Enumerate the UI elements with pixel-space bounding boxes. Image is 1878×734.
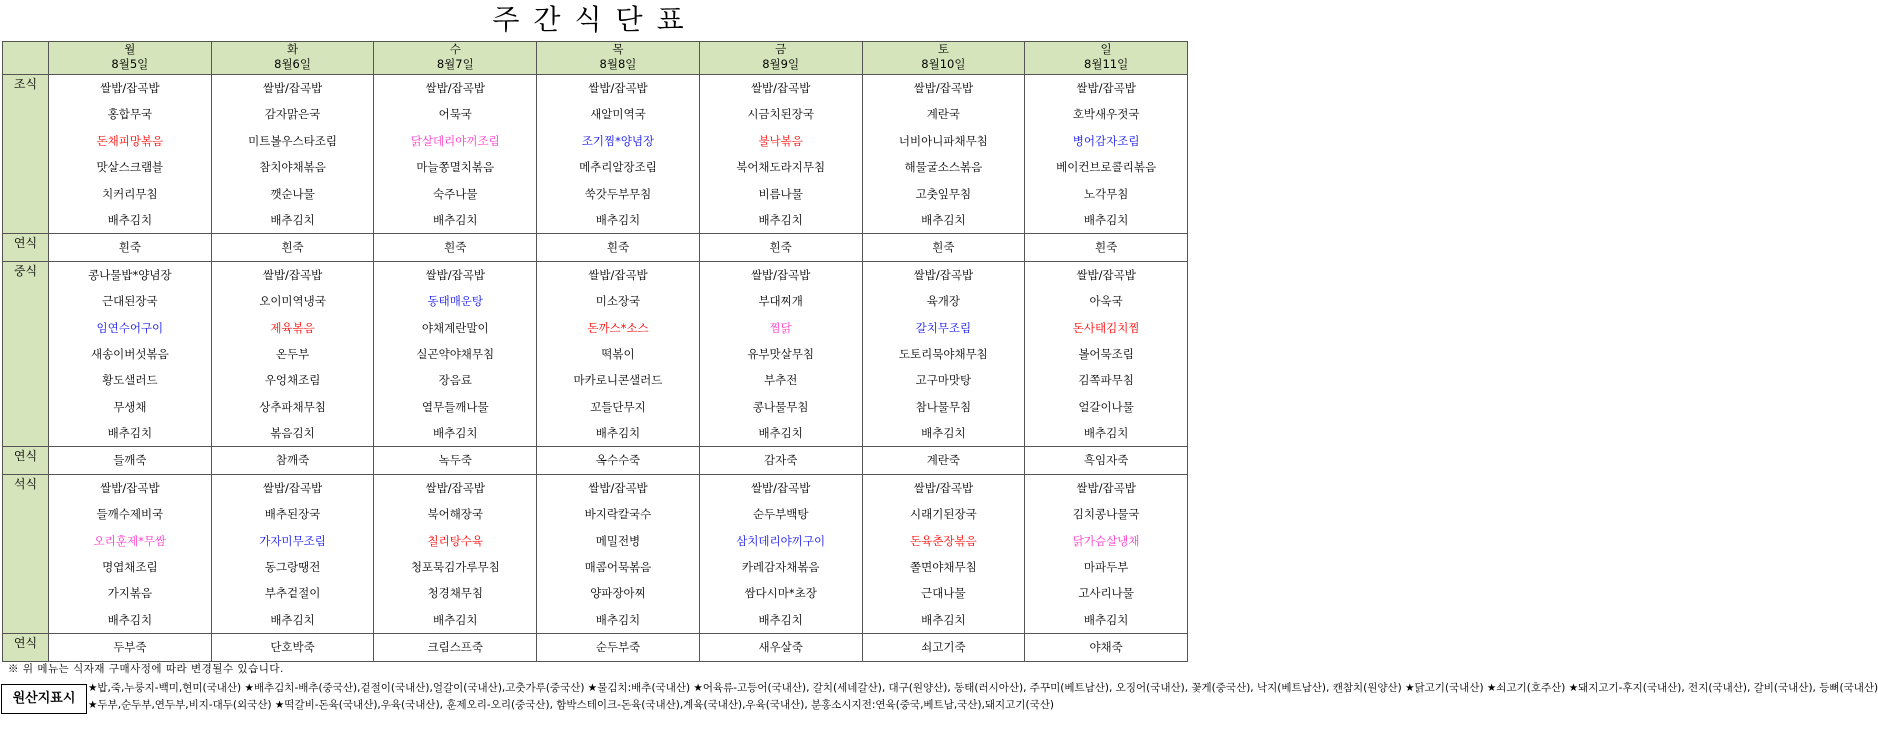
menu-item: 고춧잎무침	[915, 186, 972, 201]
menu-item: 쌀밥/잡곡밥	[262, 81, 323, 95]
menu-cell	[211, 75, 374, 234]
menu-item: 흰죽	[932, 240, 955, 255]
menu-item: 쌀밥/잡곡밥	[425, 480, 485, 495]
menu-item: 참치야채볶음	[259, 160, 326, 175]
menu-item: 장음료	[438, 373, 472, 388]
menu-item: 쌀밥/잡곡밥	[913, 81, 974, 95]
origin-info	[88, 680, 1878, 713]
menu-item: 열무들깨나물	[421, 399, 489, 414]
menu-cell	[374, 261, 537, 447]
menu-item: 오이미역냉국	[259, 294, 326, 309]
menu-item: 북어채도라지무침	[736, 160, 826, 175]
menu-cell	[49, 474, 212, 633]
menu-cell	[862, 634, 1025, 661]
day-date: 8월9일	[762, 57, 800, 71]
menu-item: 제육볶음	[270, 320, 315, 335]
menu-item: 근대된장국	[102, 294, 158, 309]
menu-item: 해물굴소스볶음	[904, 160, 983, 175]
menu-item: 청포묵김가루무침	[410, 560, 500, 575]
menu-item: 육개장	[926, 294, 961, 309]
menu-item: 새알미역국	[590, 107, 646, 122]
menu-item: 마늘쫑멸치볶음	[416, 160, 495, 175]
menu-item: 도토리묵야채무침	[898, 346, 988, 361]
menu-item: 녹두죽	[438, 453, 472, 468]
menu-cell	[699, 261, 862, 447]
menu-cell	[699, 234, 862, 261]
menu-item: 황도샐러드	[102, 373, 158, 388]
menu-item: 배추김치	[758, 212, 803, 227]
origin-label: 원산지표시	[1, 684, 87, 714]
menu-item: 쌀밥/잡곡밥	[588, 267, 648, 282]
menu-item: 미트볼우스타조림	[248, 133, 337, 148]
menu-item: 새우살죽	[758, 640, 803, 655]
menu-cell	[1025, 75, 1188, 234]
menu-item: 흰죽	[769, 240, 792, 255]
menu-item: 단호박죽	[270, 640, 315, 655]
menu-item: 배추김치	[270, 212, 315, 227]
menu-cell	[211, 634, 374, 661]
meal-row-dinner	[3, 474, 1188, 633]
menu-cell	[699, 75, 862, 234]
menu-item: 시금치된장국	[747, 107, 814, 122]
menu-item: 새송이버섯볶음	[90, 346, 169, 361]
menu-cell	[49, 261, 212, 447]
menu-item: 마파두부	[1083, 560, 1129, 575]
menu-item: 배추김치	[921, 612, 966, 627]
menu-item: 크림스프죽	[427, 640, 484, 655]
menu-item: 숙주나물	[433, 186, 478, 201]
menu-item: 닭살데리야끼조림	[410, 133, 500, 148]
menu-item: 부대찌개	[758, 294, 803, 309]
menu-item: 홍합무국	[107, 107, 153, 122]
menu-item: 어묵국	[438, 107, 472, 122]
menu-item: 깻순나물	[270, 186, 315, 201]
meal-row-lunch	[3, 261, 1188, 447]
menu-item: 상추파채무침	[259, 399, 326, 414]
menu-cell	[211, 261, 374, 447]
day-name: 일	[1100, 42, 1112, 56]
menu-item: 돈까스*소스	[587, 320, 649, 335]
menu-item: 무생채	[113, 399, 147, 414]
menu-item: 배추김치	[433, 212, 478, 227]
menu-item: 야채죽	[1089, 640, 1123, 655]
origin-line: ★밥,죽,누룽지-백미,현미(국내산) ★배추김치-배추(중국산),겉절이(국내산),얼갈이(국내산),고춧가루(중국산) ★물김치:배추(국내산) ★어육류-고등어(국내산), 갈치(세네갈산), 대구(원양산), 동태(러시아산), 주꾸미(베트남산), 오징어(국내산), 꽃게(중국산), 낙지(베트남산), 캔참치(원양산) ★닭고기(국내산) ★쇠고기(호주산) ★돼지고기-후지(국내산), 전지(국내산), 갈비(국내산), 등뼈(국내산)	[88, 682, 1878, 694]
menu-item: 쌀밥/잡곡밥	[100, 81, 160, 95]
menu-cell	[862, 75, 1025, 234]
menu-item: 마카로니콘샐러드	[573, 373, 663, 388]
menu-cell	[374, 634, 537, 661]
meal-row-snack1	[3, 234, 1188, 261]
menu-item: 배추된장국	[264, 507, 321, 522]
menu-item: 칠리탕수육	[427, 533, 484, 548]
day-header	[374, 42, 537, 75]
menu-item: 콩나물무침	[752, 399, 809, 414]
menu-cell	[1025, 447, 1188, 474]
menu-item: 쌈다시마*초장	[744, 586, 817, 601]
page-title: 주간식단표	[492, 3, 698, 36]
menu-item: 쇠고기죽	[921, 640, 966, 655]
menu-item: 흰죽	[281, 240, 304, 255]
menu-item: 쌀밥/잡곡밥	[1076, 480, 1136, 495]
menu-item: 흰죽	[118, 240, 141, 255]
menu-item: 비름나물	[758, 186, 803, 201]
day-name: 금	[775, 42, 787, 56]
menu-item: 조기찜*양념장	[581, 133, 655, 148]
menu-cell	[699, 447, 862, 474]
menu-item: 쌀밥/잡곡밥	[588, 81, 648, 95]
meal-label: 연식	[3, 634, 49, 661]
menu-item: 배추김치	[107, 426, 153, 441]
day-date: 8월10일	[921, 57, 966, 71]
menu-item: 배추김치	[107, 212, 153, 227]
menu-item: 쑥갓두부무침	[584, 186, 652, 201]
menu-item: 부추겉절이	[264, 586, 321, 601]
day-date: 8월5일	[111, 57, 149, 71]
meal-row-breakfast	[3, 75, 1188, 234]
day-date: 8월7일	[436, 57, 474, 71]
menu-item: 흑임자죽	[1083, 453, 1129, 468]
menu-cell	[699, 474, 862, 633]
menu-cell	[862, 234, 1025, 261]
meal-row-snack3	[3, 634, 1188, 661]
weekly-menu-table	[2, 41, 1188, 662]
menu-item: 쌀밥/잡곡밥	[262, 267, 323, 282]
menu-item: 배추김치	[758, 426, 803, 441]
menu-item: 쌀밥/잡곡밥	[262, 480, 323, 495]
menu-item: 부추전	[764, 373, 798, 388]
menu-item: 근대나물	[921, 586, 966, 601]
menu-item: 쌀밥/잡곡밥	[425, 81, 485, 95]
menu-cell	[537, 234, 700, 261]
menu-item: 얼갈이나물	[1078, 399, 1134, 414]
menu-item: 삼치데리야끼구이	[736, 533, 826, 548]
day-header	[1025, 42, 1188, 75]
menu-item: 병어감자조림	[1072, 133, 1140, 148]
menu-item: 아욱국	[1089, 294, 1123, 309]
menu-item: 배추김치	[1083, 612, 1129, 627]
menu-item: 노각무침	[1083, 186, 1129, 201]
menu-item: 쌀밥/잡곡밥	[100, 480, 160, 495]
menu-item: 돈채피망볶음	[96, 133, 164, 148]
menu-cell	[374, 234, 537, 261]
menu-item: 쌀밥/잡곡밥	[913, 480, 974, 495]
menu-item: 쌀밥/잡곡밥	[750, 267, 811, 282]
menu-item: 유부맛살무침	[747, 346, 814, 361]
day-header	[211, 42, 374, 75]
day-header	[862, 42, 1025, 75]
menu-cell	[211, 234, 374, 261]
menu-item: 계란국	[926, 107, 961, 122]
menu-item: 쌀밥/잡곡밥	[1076, 81, 1136, 95]
menu-item: 배추김치	[921, 426, 966, 441]
menu-item: 임연수어구이	[96, 320, 164, 335]
menu-item: 참깨죽	[275, 453, 310, 468]
meal-label: 석식	[3, 474, 49, 633]
menu-cell	[537, 474, 700, 633]
menu-item: 쌀밥/잡곡밥	[588, 480, 648, 495]
menu-item: 볶음김치	[270, 426, 315, 441]
day-date: 8월8일	[599, 57, 637, 71]
day-name: 목	[612, 42, 624, 56]
menu-item: 배추김치	[595, 426, 641, 441]
menu-cell	[374, 474, 537, 633]
menu-item: 맛살스크램블	[96, 160, 164, 175]
menu-item: 가자미무조림	[259, 533, 326, 548]
menu-item: 고사리나물	[1078, 586, 1134, 601]
menu-item: 닭가슴살냉채	[1072, 533, 1140, 548]
day-header	[699, 42, 862, 75]
menu-item: 쌀밥/잡곡밥	[1076, 267, 1136, 282]
menu-item: 배추김치	[107, 612, 153, 627]
menu-item: 꼬들단무지	[590, 399, 646, 414]
menu-item: 배추김치	[595, 212, 641, 227]
menu-item: 북어해장국	[427, 507, 484, 522]
origin-line: ★두부,순두부,연두부,비지-대두(외국산) ★떡갈비-돈육(국내산),우육(국내산), 훈제오리-오리(중국산), 함박스테이크-돈육(국내산),계육(국내산),우육(국내산), 분홍소시지전:연육(중국,베트남,국산),돼지고기(국산)	[88, 698, 1054, 711]
menu-item: 가지볶음	[107, 586, 153, 601]
menu-change-notice: ※ 위 메뉴는 식자재 구매사정에 따라 변경될수 있습니다.	[8, 663, 284, 675]
menu-item: 양파장아찌	[590, 586, 646, 601]
menu-item: 흰죽	[444, 240, 467, 255]
menu-item: 불낙볶음	[758, 133, 803, 148]
menu-item: 감자죽	[764, 453, 798, 468]
menu-cell	[862, 447, 1025, 474]
menu-cell	[1025, 634, 1188, 661]
menu-item: 쫄면야채무침	[910, 560, 977, 575]
menu-item: 돈사태김치찜	[1072, 320, 1140, 335]
menu-item: 고구마맛탕	[915, 373, 972, 388]
menu-item: 쌀밥/잡곡밥	[913, 267, 974, 282]
menu-cell	[49, 234, 212, 261]
menu-item: 온두부	[275, 346, 310, 361]
menu-item: 동그랑땡전	[264, 560, 321, 575]
menu-item: 치커리무침	[102, 186, 158, 201]
menu-item: 돈육춘장볶음	[910, 533, 977, 548]
menu-cell	[1025, 234, 1188, 261]
menu-item: 시래기된장국	[910, 507, 977, 522]
menu-item: 계란죽	[926, 453, 961, 468]
menu-cell	[537, 447, 700, 474]
menu-item: 야채계란말이	[421, 320, 489, 335]
menu-item: 쌀밥/잡곡밥	[750, 480, 811, 495]
menu-item: 매콤어묵볶음	[584, 560, 652, 575]
menu-cell	[49, 75, 212, 234]
menu-item: 쌀밥/잡곡밥	[750, 81, 811, 95]
menu-item: 감자맑은국	[264, 107, 321, 122]
day-name: 월	[124, 42, 136, 56]
menu-item: 배추김치	[595, 612, 641, 627]
menu-item: 순두부백탕	[752, 507, 809, 522]
meal-label: 조식	[3, 75, 49, 234]
meal-label: 연식	[3, 447, 49, 474]
meal-label: 중식	[3, 261, 49, 447]
menu-item: 찜닭	[769, 320, 792, 335]
menu-item: 흰죽	[1095, 240, 1118, 255]
menu-item: 김치콩나물국	[1072, 507, 1140, 522]
menu-item: 배추김치	[758, 612, 803, 627]
menu-item: 콩나물밥*양념장	[88, 267, 172, 282]
menu-item: 베이컨브로콜리볶음	[1056, 160, 1157, 175]
menu-item: 쌀밥/잡곡밥	[425, 267, 485, 282]
menu-cell	[537, 75, 700, 234]
menu-item: 카레감자채볶음	[741, 560, 820, 575]
menu-cell	[862, 474, 1025, 633]
menu-item: 명엽채조림	[102, 560, 158, 575]
menu-cell	[374, 447, 537, 474]
menu-cell	[49, 634, 212, 661]
menu-item: 두부죽	[113, 640, 147, 655]
menu-item: 바지락칼국수	[584, 507, 652, 522]
menu-item: 배추김치	[270, 612, 315, 627]
day-date: 8월6일	[274, 57, 311, 71]
menu-item: 우엉채조림	[264, 373, 321, 388]
menu-cell	[211, 474, 374, 633]
day-name: 토	[937, 42, 949, 56]
menu-item: 청경채무침	[427, 586, 484, 601]
menu-item: 메밀전병	[595, 533, 641, 548]
menu-item: 참나물무침	[915, 399, 972, 414]
menu-cell	[49, 447, 212, 474]
menu-item: 동태매운탕	[427, 294, 484, 309]
day-date: 8월11일	[1084, 57, 1129, 71]
menu-item: 미소장국	[595, 294, 641, 309]
menu-item: 호박새우젓국	[1072, 107, 1140, 122]
menu-cell	[537, 261, 700, 447]
menu-item: 갈치무조림	[915, 320, 972, 335]
menu-cell	[862, 261, 1025, 447]
menu-item: 메추리알장조림	[579, 160, 657, 175]
day-name: 화	[287, 42, 299, 56]
menu-item: 떡볶이	[601, 346, 635, 361]
menu-item: 배추김치	[433, 612, 478, 627]
menu-item: 너비아니파채무침	[898, 133, 988, 148]
menu-item: 들깨죽	[113, 453, 147, 468]
day-header	[537, 42, 700, 75]
meal-label: 연식	[3, 234, 49, 261]
menu-item: 김쪽파무침	[1078, 373, 1134, 388]
menu-cell	[699, 634, 862, 661]
menu-item: 배추김치	[921, 212, 966, 227]
menu-cell	[211, 447, 374, 474]
menu-item: 흰죽	[606, 240, 630, 255]
menu-item: 실곤약야채무침	[416, 346, 495, 361]
day-name: 수	[449, 42, 461, 56]
menu-cell	[1025, 474, 1188, 633]
day-header-row	[3, 42, 1188, 75]
menu-item: 배추김치	[1083, 426, 1129, 441]
menu-item: 옥수수죽	[595, 453, 641, 468]
menu-cell	[1025, 261, 1188, 447]
header-corner	[3, 42, 49, 75]
menu-item: 들깨수제비국	[96, 507, 164, 522]
menu-item: 오리훈제*무쌈	[93, 533, 167, 548]
menu-item: 볼어묵조림	[1078, 346, 1134, 361]
menu-item: 순두부죽	[595, 640, 641, 655]
menu-item: 배추김치	[1083, 212, 1129, 227]
meal-row-snack2	[3, 447, 1188, 474]
day-header	[49, 42, 212, 75]
menu-cell	[537, 634, 700, 661]
menu-cell	[374, 75, 537, 234]
menu-item: 배추김치	[433, 426, 478, 441]
